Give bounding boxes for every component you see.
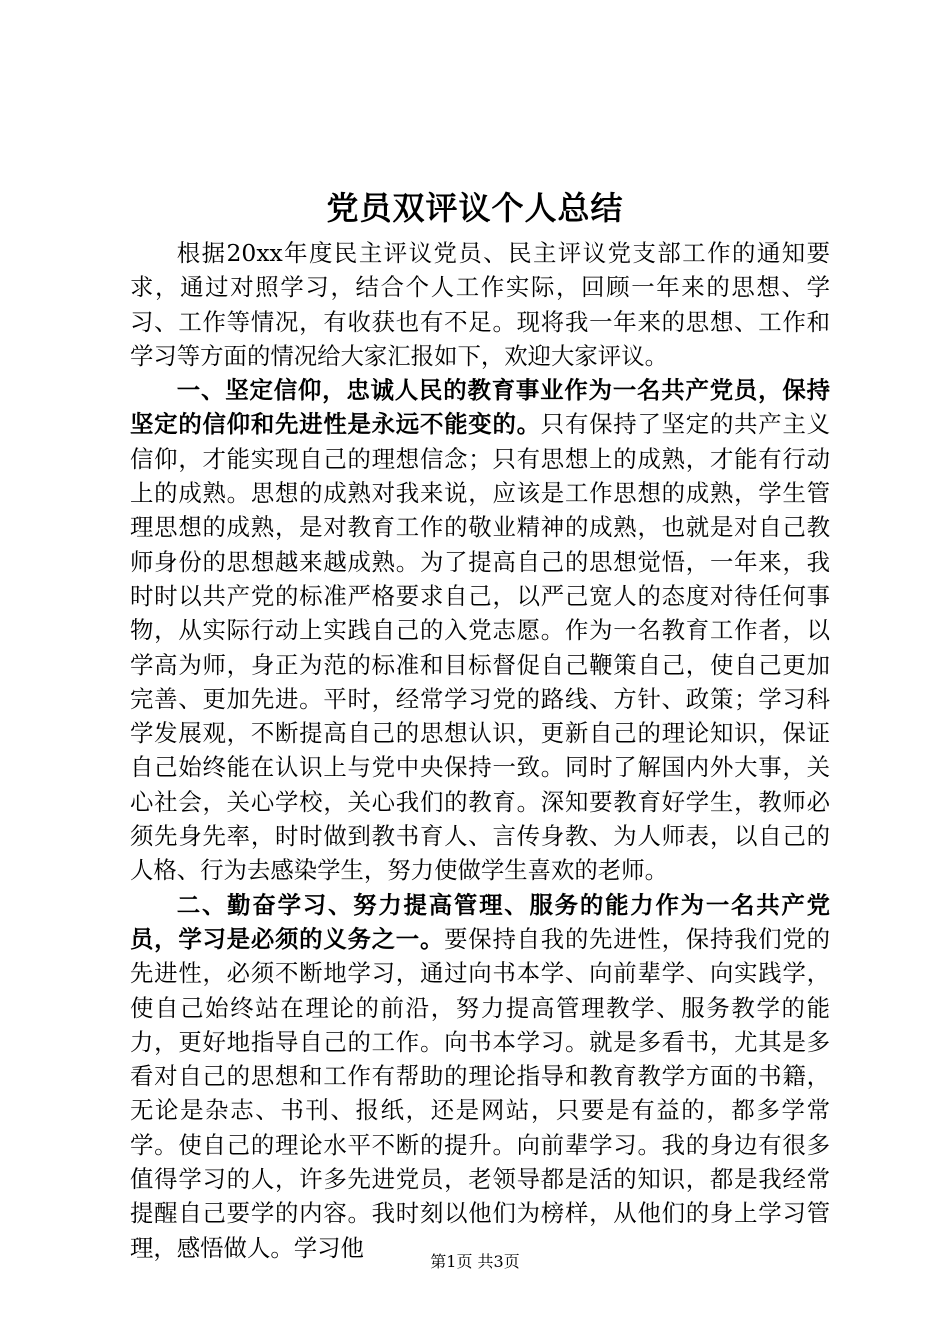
paragraph-section-2 bbox=[130, 888, 830, 1265]
paragraph-text: 根据20xx年度民主评议党员、民主评议党支部工作的通知要求，通过对照学习，结合个人工作实际，回顾一年来的思想、学习、工作等情况，有收获也有不足。现将我一年来的思想、工作和学习等方面的情况给大家汇报如下，欢迎大家评议。 bbox=[130, 239, 830, 370]
page-footer: 第1页 共3页 bbox=[430, 1252, 520, 1271]
paragraph-text: 要保持自我的先进性，保持我们党的先进性，必须不断地学习，通过向书本学、向前辈学、向实践学，使自己始终站在理论的前沿，努力提高管理教学、服务教学的能力，更好地指导自己的工作。向书本学习。就是多看书，尤其是多看对自己的思想和工作有帮助的理论指导和教育教学方面的书籍，无论是杂志、书刊、报纸，还是网站，只要是有益的，都多学常学。使自己的理论水平不断的提升。向前辈学习。我的身边有很多值得学习的人，许多先进党员，老领导都是活的知识，都是我经常提醒自己要学的内容。我时刻以他们为榜样，从他们的身上学习管理，感悟做人。学习他 bbox=[130, 924, 830, 1262]
section-heading: 一、坚定信仰，忠诚人民的教育事业作为一名共产党员，保持坚定的信仰和先进性是永远不能变的。 bbox=[130, 376, 830, 439]
document-title: 党员双评议个人总结 bbox=[326, 189, 624, 227]
document-body bbox=[130, 236, 830, 1265]
paragraph-intro bbox=[130, 236, 830, 373]
section-heading: 二、勤奋学习、努力提高管理、服务的能力作为一名共产党员，学习是必须的义务之一。 bbox=[130, 890, 830, 953]
paragraph-text: 只有保持了坚定的共产主义信仰，才能实现自己的理想信念；只有思想上的成熟，才能有行动上的成熟。思想的成熟对我来说，应该是工作思想的成熟，学生管理思想的成熟，是对教育工作的敬业精神的成熟，也就是对自己教师身份的思想越来越成熟。为了提高自己的思想觉悟，一年来，我时时以共产党的标准严格要求自己，以严己宽人的态度对待任何事物，从实际行动上实践自己的入党志愿。作为一名教育工作者，以学高为师，身正为范的标准和目标督促自己鞭策自己，使自己更加完善、更加先进。平时，经常学习党的路线、方针、政策；学习科学发展观，不断提高自己的思想认识，更新自己的理论知识，保证自己始终能在认识上与党中央保持一致。同时了解国内外大事，关心社会，关心学校，关心我们的教育。深知要教育好学生，教师必须先身先率，时时做到教书育人、言传身教、为人师表，以自己的人格、行为去感染学生，努力使做学生喜欢的老师。 bbox=[130, 410, 830, 885]
paragraph-section-1 bbox=[130, 373, 830, 887]
